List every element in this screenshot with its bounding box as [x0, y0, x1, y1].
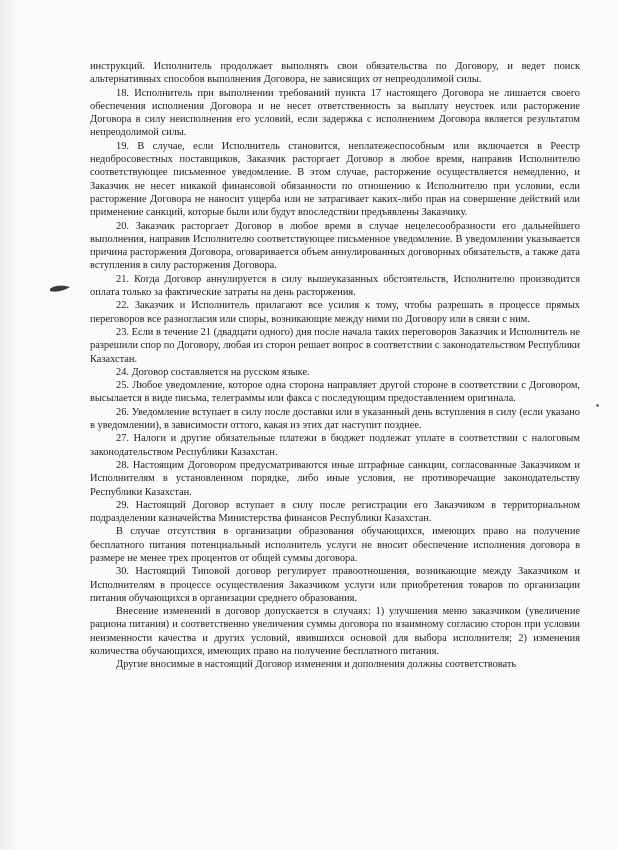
- paragraph: 28. Настоящим Договором предусматриваются иные штрафные санкции, согласованные Заказчиком и Исполнителям в установленном порядке, либо иные условия, не противоречащие законодательству Республики Казахстан.: [90, 459, 580, 498]
- paragraph: 25. Любое уведомление, которое одна сторона направляет другой стороне в соответствии с Договором, высылается в виде письма, телеграммы или факса с последующим предоставлением оригинала.: [90, 380, 580, 405]
- paragraph: 23. Если в течение 21 (двадцати одного) дня после начала таких переговоров Заказчик и Исполнитель не разрешили спор по Договору, любая из сторон решает вопрос в соответствии с законодательством Республики Казахстан.: [90, 326, 580, 365]
- paragraph: 24. Договор составляется на русском языке.: [116, 366, 310, 378]
- paragraph: 29. Настоящий Договор вступает в силу после регистрации его Заказчиком в территориальном подразделении казначейства Министерства финансов Республики Казахстан.: [90, 499, 580, 525]
- paragraph: 18. Исполнитель при выполнении требований пункта 17 настоящего Договора не лишается своего обеспечения исполнения Договора и не несет ответственность за выплату неустоек или расторжение Договора в силу неисполнения его условий, если задержка с исполнением Договора является результатом непреодолимой силы.: [90, 87, 580, 139]
- paragraph: 22. Заказчик и Исполнитель прилагают все усилия к тому, чтобы разрешать в процессе прямых переговоров все разногласия или споры, возникающие между ними по Договору или в связи с ним.: [90, 300, 580, 325]
- scan-speck: [596, 404, 599, 407]
- paragraph: 20. Заказчик расторгает Договор в любое время в случае нецелесообразности его дальнейшего выполнения, направив Исполнителю соответствующее письменное уведомление. В уведомлении указывается причина расторжения Договора, оговаривается объем аннулированных договорных обязательств, а также дата вступления в силу расторжения Договора.: [90, 220, 580, 272]
- paragraph: 21. Когда Договор аннулируется в силу вышеуказанных обстоятельств, Исполнителю производится оплата только за фактические затраты на день расторжения.: [90, 273, 580, 299]
- paragraph: В случае отсутствия в организации образования обучающихся, имеющих право на получение бесплатного питания потенциальный исполнитель услуги не вносит обеспечение исполнения договора в размере не менее трех процентов от общей суммы договора.: [90, 526, 580, 564]
- punch-hole-mark: [49, 285, 71, 294]
- paragraph: 30. Настоящий Типовой договор регулирует правоотношения, возникающие между Заказчиком и Исполнителям в процессе осуществления Заказчиком услуги или приобретения товаров по организации питания обучающихся в организации среднего образования.: [90, 566, 580, 604]
- paragraph: Другие вносимые в настоящий Договор изменения и дополнения должны соответствовать: [116, 659, 517, 671]
- paragraph: 19. В случае, если Исполнитель становится, неплатежеспособным или включается в Реестр недобросовестных поставщиков, Заказчик расторгает Договор в любое время, направив Исполнителю соответствующее письменное уведомление. В этом случае, расторжение осуществляется немедленно, и Заказчик не несет никакой финансовой обязанности по отношению к Исполнителю при условии, если расторжение Договора не наносит ущерба или не затрагивает каких-либо прав на совершение действий или применение санкций, которые были или будут впоследствии предъявлены Заказчику.: [90, 140, 580, 219]
- paragraph: Внесение изменений в договор допускается в случаях: 1) улучшения меню заказчиком (увеличение рациона питания) и соответственно увеличения суммы договора по взаимному согласию сторон при условии неизменности качества и других условий, явившихся основой для выбора исполнителя; 2) изменения количества обучающихся, имеющих право на получение бесплатного питания.: [90, 606, 580, 658]
- document-text: [90, 60, 580, 672]
- paragraph: 26. Уведомление вступает в силу после доставки или в указанный день вступления в силу (если указано в уведомлении), в зависимости оттого, какая из этих дат наступит позднее.: [90, 406, 580, 432]
- paragraph: 27. Налоги и другие обязательные платежи в бюджет подлежат уплате в соответствии с налоговым законодательством Республики Казахстан.: [90, 433, 580, 458]
- paragraph: инструкций. Исполнитель продолжает выполнять свои обязательства по Договору, и ведет поиск альтернативных способов выполнения Договора, не зависящих от непреодолимой силы.: [90, 61, 580, 86]
